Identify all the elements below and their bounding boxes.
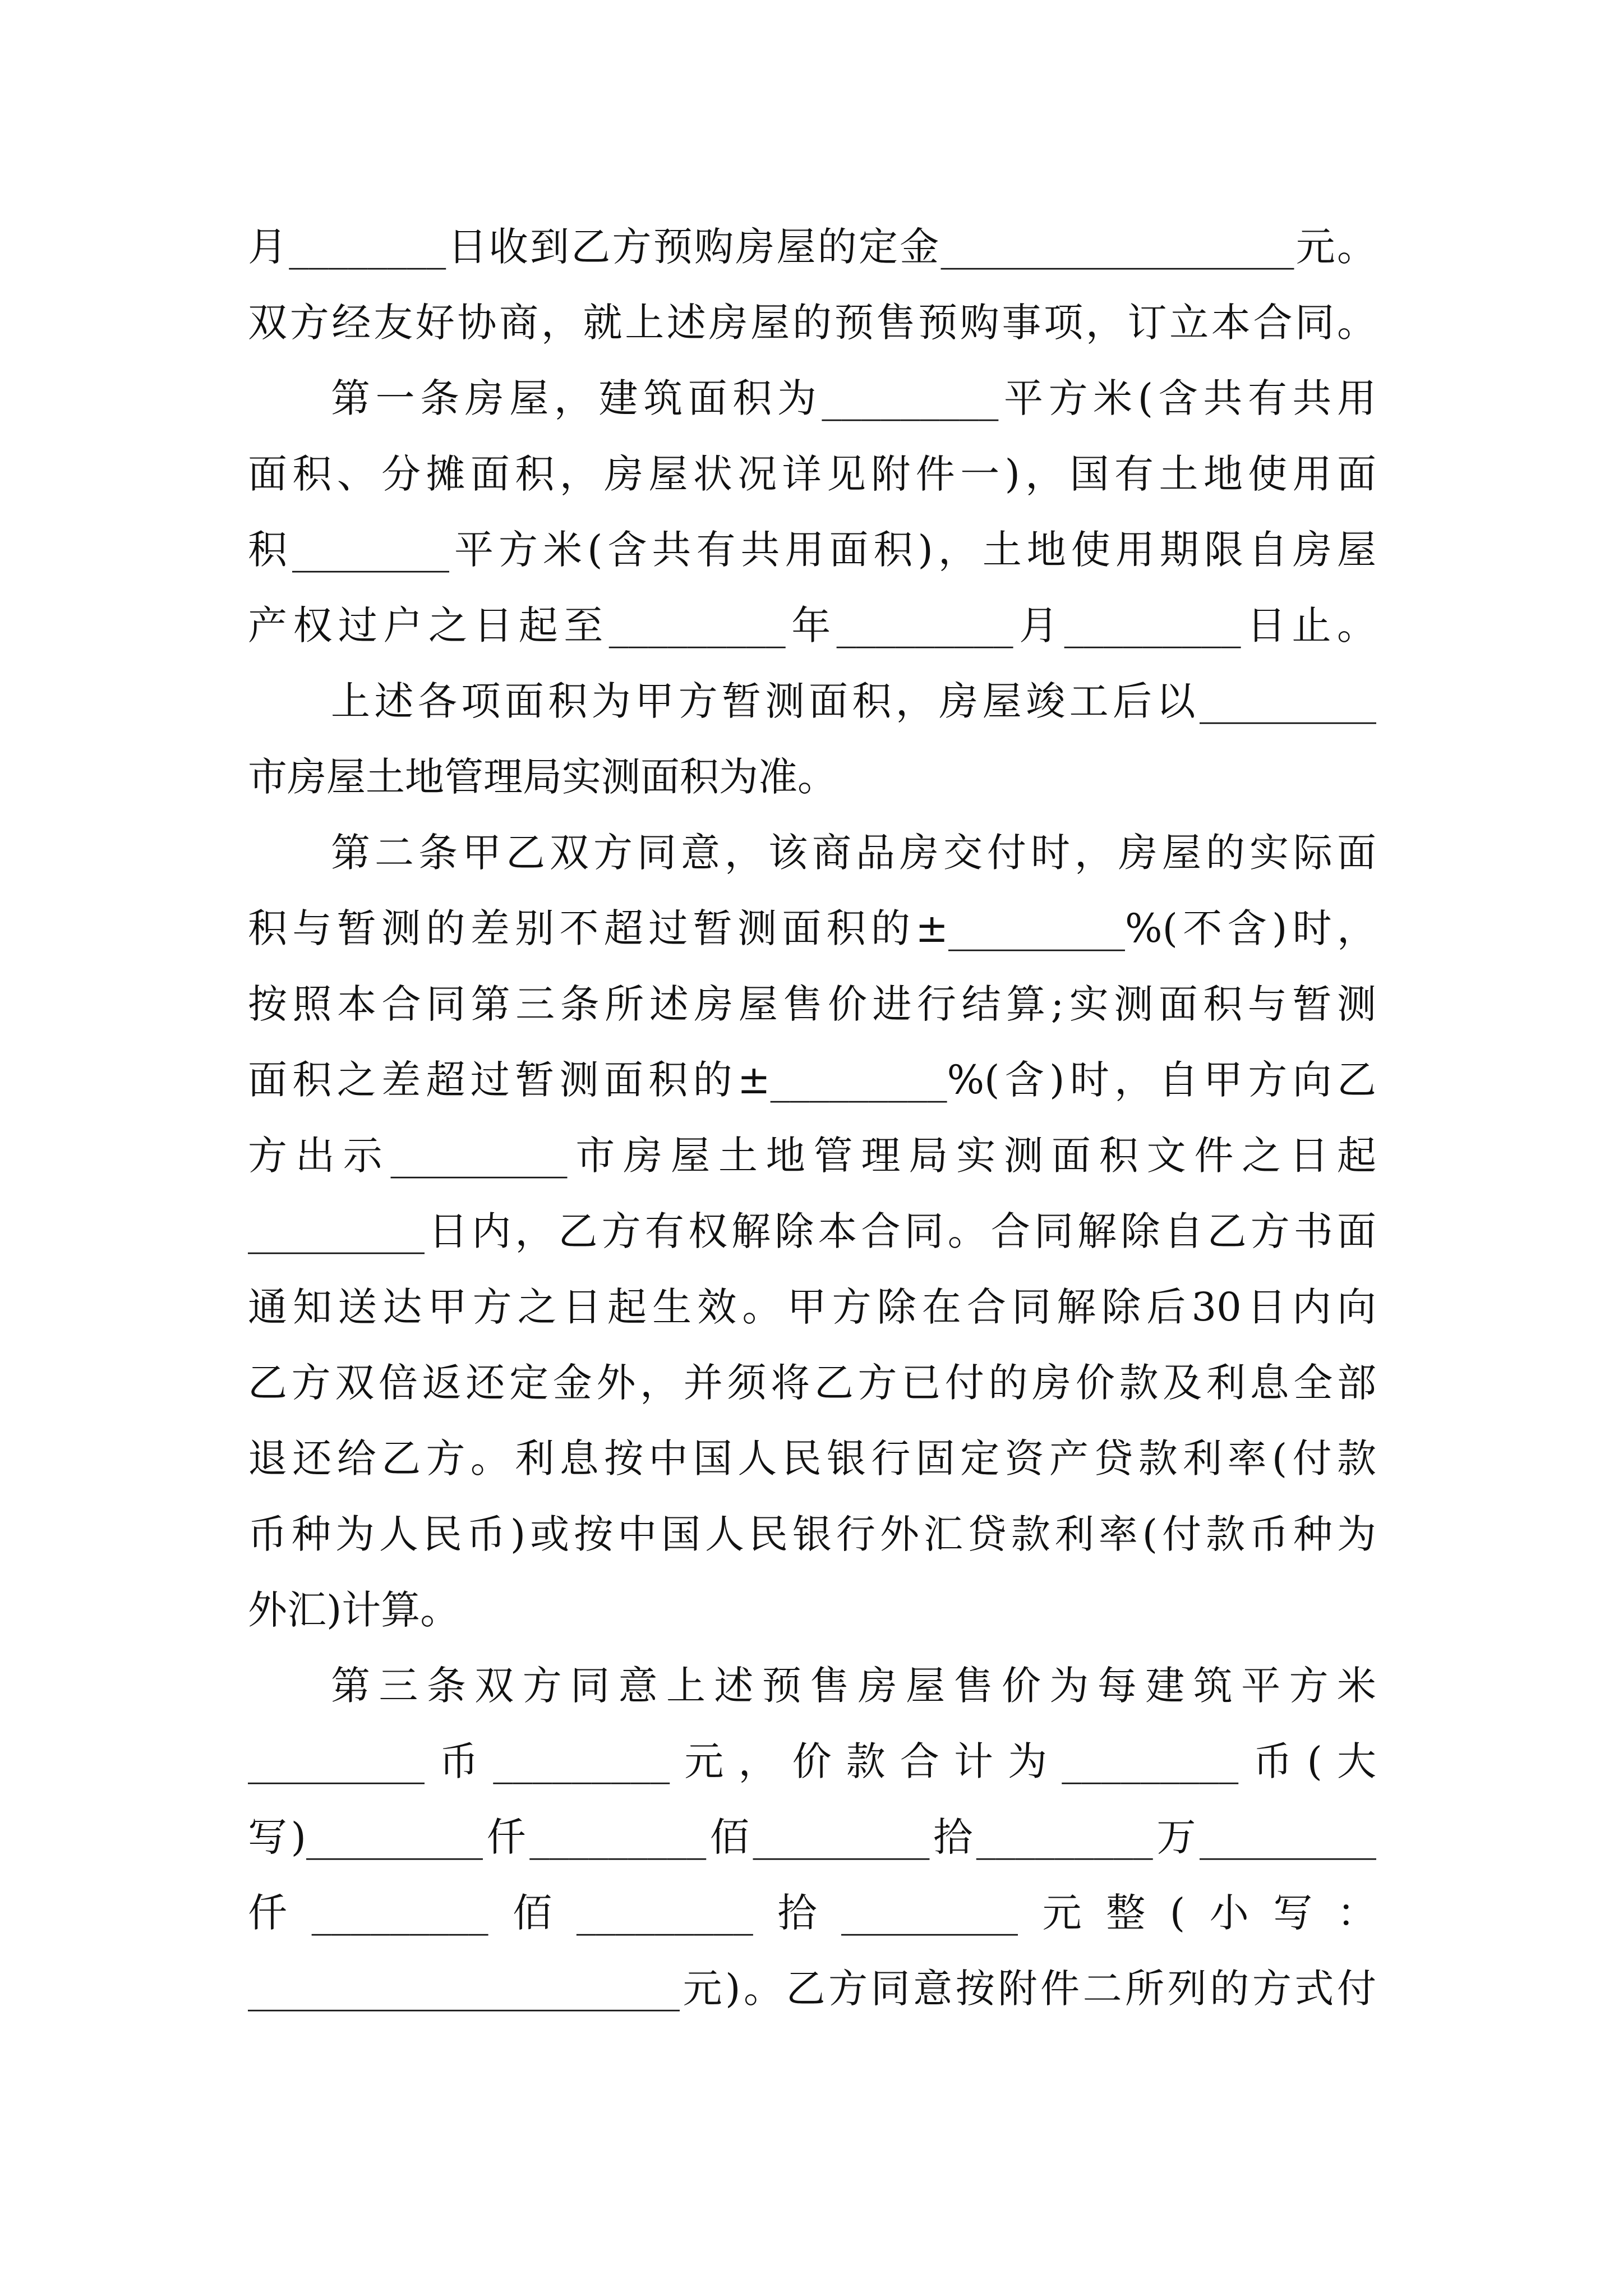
paragraph-article-1: 第一条房屋，建筑面积为_________平方米(含共有共用 [331, 375, 1376, 421]
text-line: 产权过户之日起至_________年_________月_________日止。 [248, 602, 1376, 648]
text-line: 面积之差超过暂测面积的±_________%(含)时，自甲方向乙 [248, 1057, 1376, 1103]
text-line: 积________平方米(含共有共用面积)，土地使用期限自房屋 [248, 527, 1376, 573]
text-line: 仟_________佰_________拾_________元整(小写： [248, 1890, 1376, 1936]
text-line: 外汇)计算。 [248, 1587, 460, 1633]
paragraph-article-2: 第二条甲乙双方同意，该商品房交付时，房屋的实际面 [331, 830, 1376, 876]
text-line: 积与暂测的差别不超过暂测面积的±_________%(不含)时， [248, 905, 1376, 951]
text-line: _________日内，乙方有权解除本合同。合同解除自乙方书面 [248, 1208, 1376, 1254]
text-line: 乙方双倍返还定金外，并须将乙方已付的房价款及利息全部 [248, 1360, 1376, 1406]
text-line: 双方经友好协商，就上述房屋的预售预购事项，订立本合同。 [248, 300, 1376, 346]
text-line: 按照本合同第三条所述房屋售价进行结算;实测面积与暂测 [248, 981, 1376, 1027]
text-line: 写)_________仟_________佰_________拾_________万_________ [248, 1814, 1376, 1860]
text-line: 退还给乙方。利息按中国人民银行固定资产贷款利率(付款 [248, 1435, 1376, 1481]
text-line: 市房屋土地管理局实测面积为准。 [248, 754, 837, 800]
text-line: 面积、分摊面积，房屋状况详见附件一)，国有土地使用面 [248, 451, 1376, 497]
text-line: ______________________元)。乙方同意按附件二所列的方式付 [248, 1966, 1376, 2012]
text-line: 月________日收到乙方预购房屋的定金__________________元。 [248, 224, 1376, 270]
text-line: 通知送达甲方之日起生效。甲方除在合同解除后30日内向 [248, 1284, 1376, 1330]
text-line: 方出示_________市房屋土地管理局实测面积文件之日起 [248, 1133, 1376, 1179]
text-line: _________币_________元，价款合计为_________币(大 [248, 1738, 1376, 1784]
text-line: 币种为人民币)或按中国人民银行外汇贷款利率(付款币种为 [248, 1511, 1376, 1557]
paragraph-area-note: 上述各项面积为甲方暂测面积，房屋竣工后以_________ [331, 678, 1376, 724]
paragraph-article-3: 第三条双方同意上述预售房屋售价为每建筑平方米 [331, 1663, 1376, 1709]
